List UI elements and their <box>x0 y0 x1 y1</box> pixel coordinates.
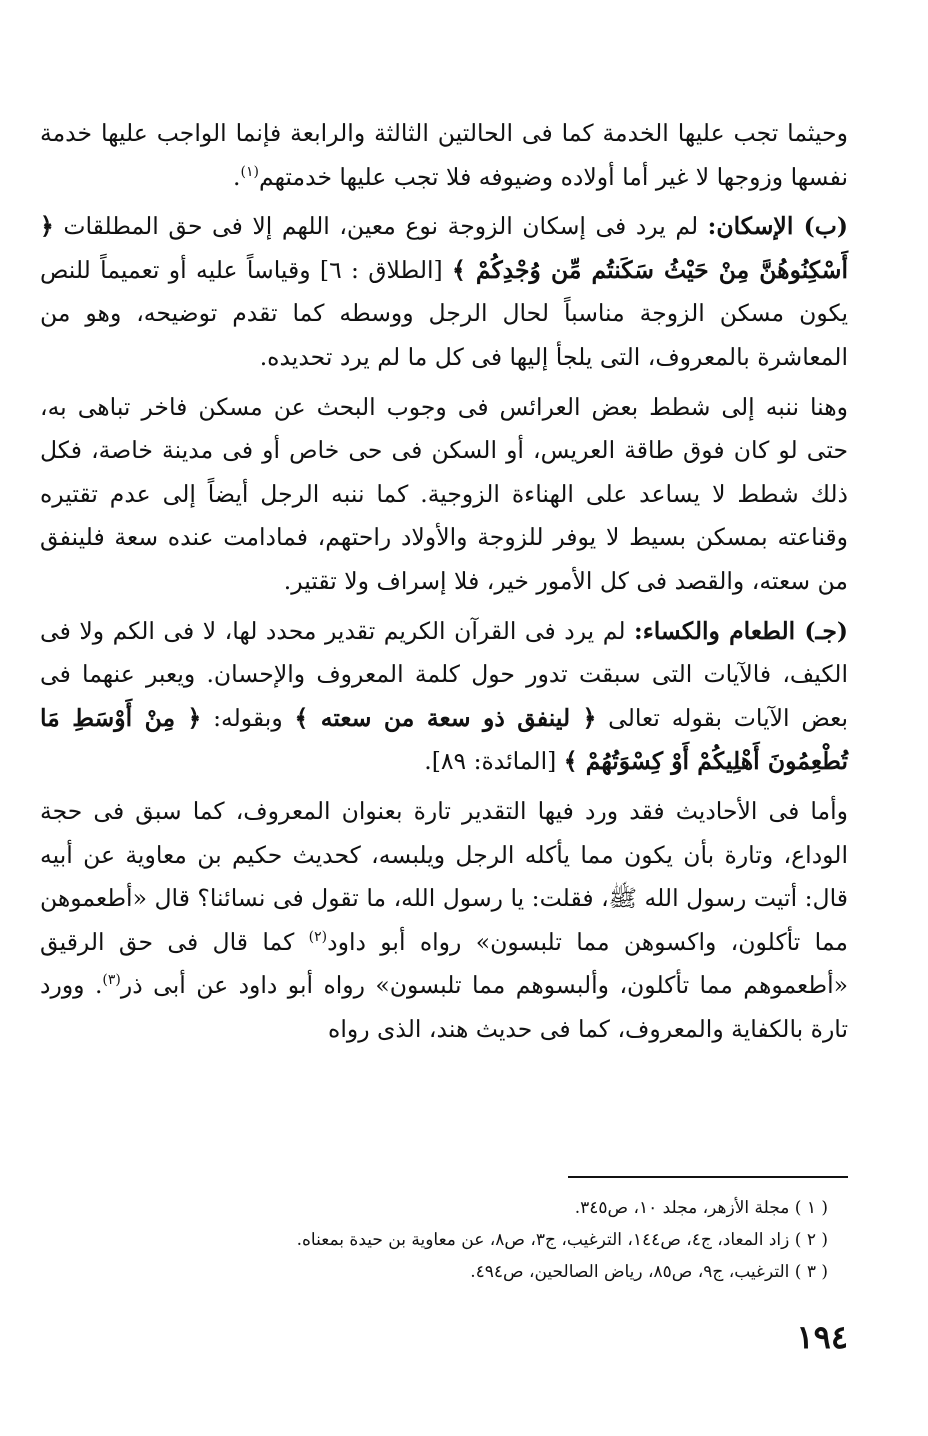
page-number: ١٩٤ <box>796 1318 848 1356</box>
footnote-ref: (٢) <box>308 928 328 945</box>
quran-verse: ﴿ مِنْ أَوْسَطِ مَا تُطْعِمُونَ أَهْلِيكُمْ أَوْ كِسْوَتُهُمْ ﴾ <box>40 703 848 776</box>
paragraph-text: [المائدة: ٨٩]. <box>424 747 564 776</box>
paragraph-text: لم يرد فى إسكان الزوجة نوع معين، اللهم إلا فى حق المطلقات <box>53 212 708 241</box>
paragraph-warning <box>40 386 848 604</box>
paragraph-text: وبقوله: <box>201 703 295 732</box>
section-heading-food: (جـ) الطعام والكساء: <box>634 616 849 645</box>
paragraph-hadith <box>40 790 848 1052</box>
footnote-separator <box>568 1176 848 1178</box>
footnotes <box>60 1192 828 1288</box>
quran-verse: ﴿ لينفق ذو سعة من سعته ﴾ <box>294 703 597 732</box>
paragraph-text: كما قال فى حق الرقيق «أطعموهم مما تأكلون، وألبسوهم مما تلبسون» رواه أبو داود عن أبى ذر <box>40 927 849 1000</box>
footnote-ref: (١) <box>240 163 259 180</box>
paragraph-service <box>40 112 848 199</box>
paragraph-housing <box>40 205 848 379</box>
footnote-ref: (٣) <box>102 972 121 989</box>
paragraph-text: وأما فى الأحاديث فقد ورد فيها التقدير تارة بعنوان المعروف، كما سبق فى حجة الوداع، وتارة بأن يكون مما يأكله الرجل ويلبسه، كحديث حكيم بن معاوية عن أبيه قال: أتيت رسول الله ﷺ، فقلت: يا رسول الله، ما تقول فى نسائنا؟ قال «أطعموهن مما تأكلون، واكسوهن مما تلبسون» رواه أبو داود <box>40 796 849 956</box>
section-heading-housing: (ب) الإسكان: <box>707 212 848 241</box>
paragraph-text: [الطلاق : ٦] وقياساً عليه أو تعميماً للنص يكون مسكن الزوجة مناسباً لحال الرجل ووسطه كما تقدم توضيحه، وهو من المعاشرة بالمعروف، التى يلجأ إليها فى كل ما لم يرد تحديده. <box>40 255 848 371</box>
footnote-1: ( ١ ) مجلة الأزهر، مجلد ١٠، ص٣٤٥. <box>574 1198 828 1218</box>
paragraph-text: وهنا ننبه إلى شطط بعض العرائس فى وجوب البحث عن مسكن فاخر تباهى به، حتى لو كان فوق طاقة العريس، أو السكن فى حى خاص أو فى مدينة خاصة، فكل ذلك شطط لا يساعد على الهناءة الزوجية. كما ننبه الرجل أيضاً إلى عدم تقتيره وقناعته بمسكن بسيط لا يوفر للزوجة والأولاد راحتهم، فمادامت عنده سعة فلينفق من سعته، والقصد فى كل الأمور خير، فلا إسراف ولا تقتير. <box>40 392 848 595</box>
paragraph-food-clothing <box>40 610 848 784</box>
quran-verse: ﴿ أَسْكِنُوهُنَّ مِنْ حَيْثُ سَكَنتُم مِّن وُجْدِكُمْ ﴾ <box>40 212 849 284</box>
paragraph-text: لم يرد فى القرآن الكريم تقدير محدد لها، لا فى الكم ولا فى الكيف، فالآيات التى سبقت تدور حول كلمة المعروف والإحسان. ويعبر عنهما فى بعض الآيات بقوله تعالى <box>40 616 848 732</box>
paragraph-text: . وورد تارة بالكفاية والمعروف، كما فى حديث هند، الذى رواه <box>40 971 848 1043</box>
footnote-2: ( ٢ ) زاد المعاد، ج٤، ص١٤٤، الترغيب، ج٣، ص٨، عن معاوية بن حيدة بمعناه. <box>296 1230 828 1250</box>
footnote-3: ( ٣ ) الترغيب، ج٩، ص٨٥، رياض الصالحين، ص٤٩٤. <box>470 1262 828 1282</box>
paragraph-end: . <box>233 162 241 191</box>
paragraph-text: وحيثما تجب عليها الخدمة كما فى الحالتين الثالثة والرابعة فإنما الواجب عليها خدمة نفسها وزوجها لا غير أما أولاده وضيوفه فلا تجب عليها خدمتهم <box>40 119 848 191</box>
